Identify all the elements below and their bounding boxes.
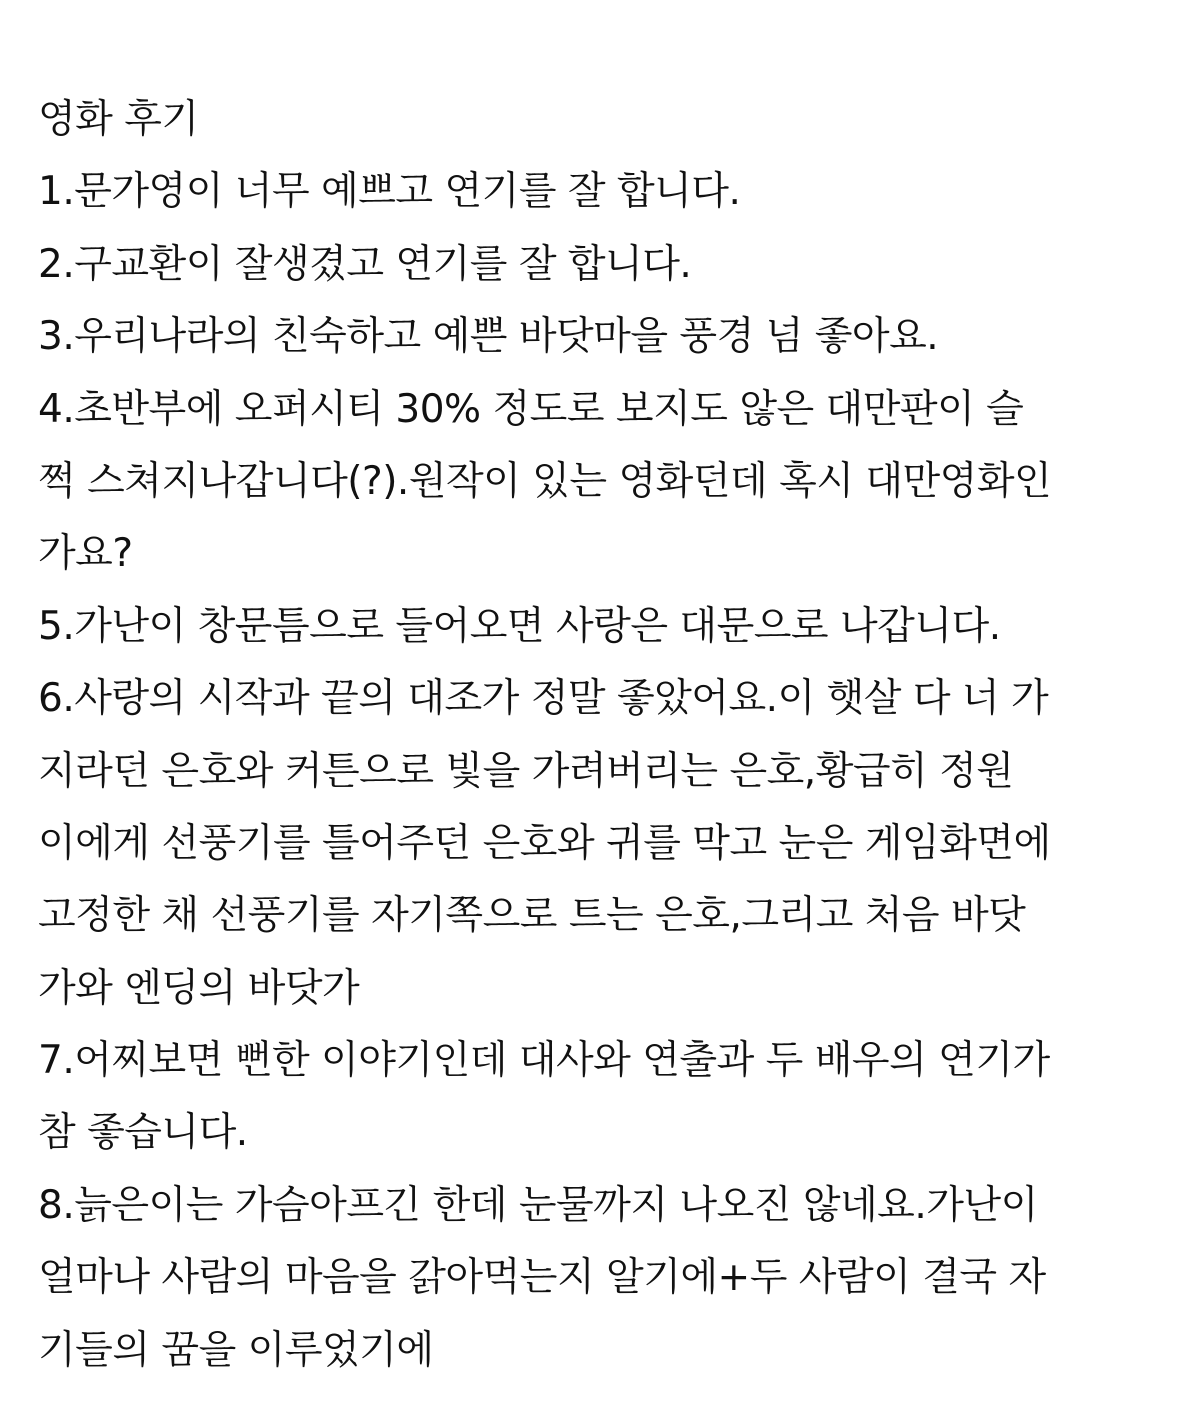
note-line: 4.초반부에 오퍼시티 30% 정도로 보지도 않은 대만판이 슬 [38,386,1024,432]
note-line: 1.문가영이 너무 예쁘고 연기를 잘 합니다. [38,169,741,215]
note-line: 6.사랑의 시작과 끝의 대조가 정말 좋았어요.이 햇살 다 너 가 [38,676,1049,722]
note-line: 가요? [38,531,133,577]
note-line: 가와 엔딩의 바닷가 [38,965,360,1011]
note-line: 고정한 채 선풍기를 자기쪽으로 트는 은호,그리고 처음 바닷 [38,893,1026,939]
note-line: 지라던 은호와 커튼으로 빛을 가려버리는 은호,황급히 정원 [38,748,1014,794]
note-line: 3.우리나라의 친숙하고 예쁜 바닷마을 풍경 넘 좋아요. [38,314,939,360]
note-title: 영화 후기 [38,97,199,142]
note-line: 5.가난이 창문틈으로 들어오면 사랑은 대문으로 나갑니다. [38,603,1001,649]
note-line: 얼마나 사람의 마음을 갉아먹는지 알기에+두 사람이 결국 자 [38,1255,1046,1301]
note-line: 이에게 선풍기를 틀어주던 은호와 귀를 막고 눈은 게임화면에 [38,820,1051,866]
note-line: 2.구교환이 잘생겼고 연기를 잘 합니다. [38,241,692,287]
note-line: 참 좋습니다. [38,1110,248,1156]
note-line: 7.어찌보면 뻔한 이야기인데 대사와 연출과 두 배우의 연기가 [38,1038,1050,1084]
note-line: 기들의 꿈을 이루었기에 [38,1327,434,1373]
note-line: 8.늙은이는 가슴아프긴 한데 눈물까지 나오진 않네요.가난이 [38,1182,1038,1228]
note-line: 쩍 스쳐지나갑니다(?).원작이 있는 영화던데 혹시 대만영화인 [38,458,1052,504]
